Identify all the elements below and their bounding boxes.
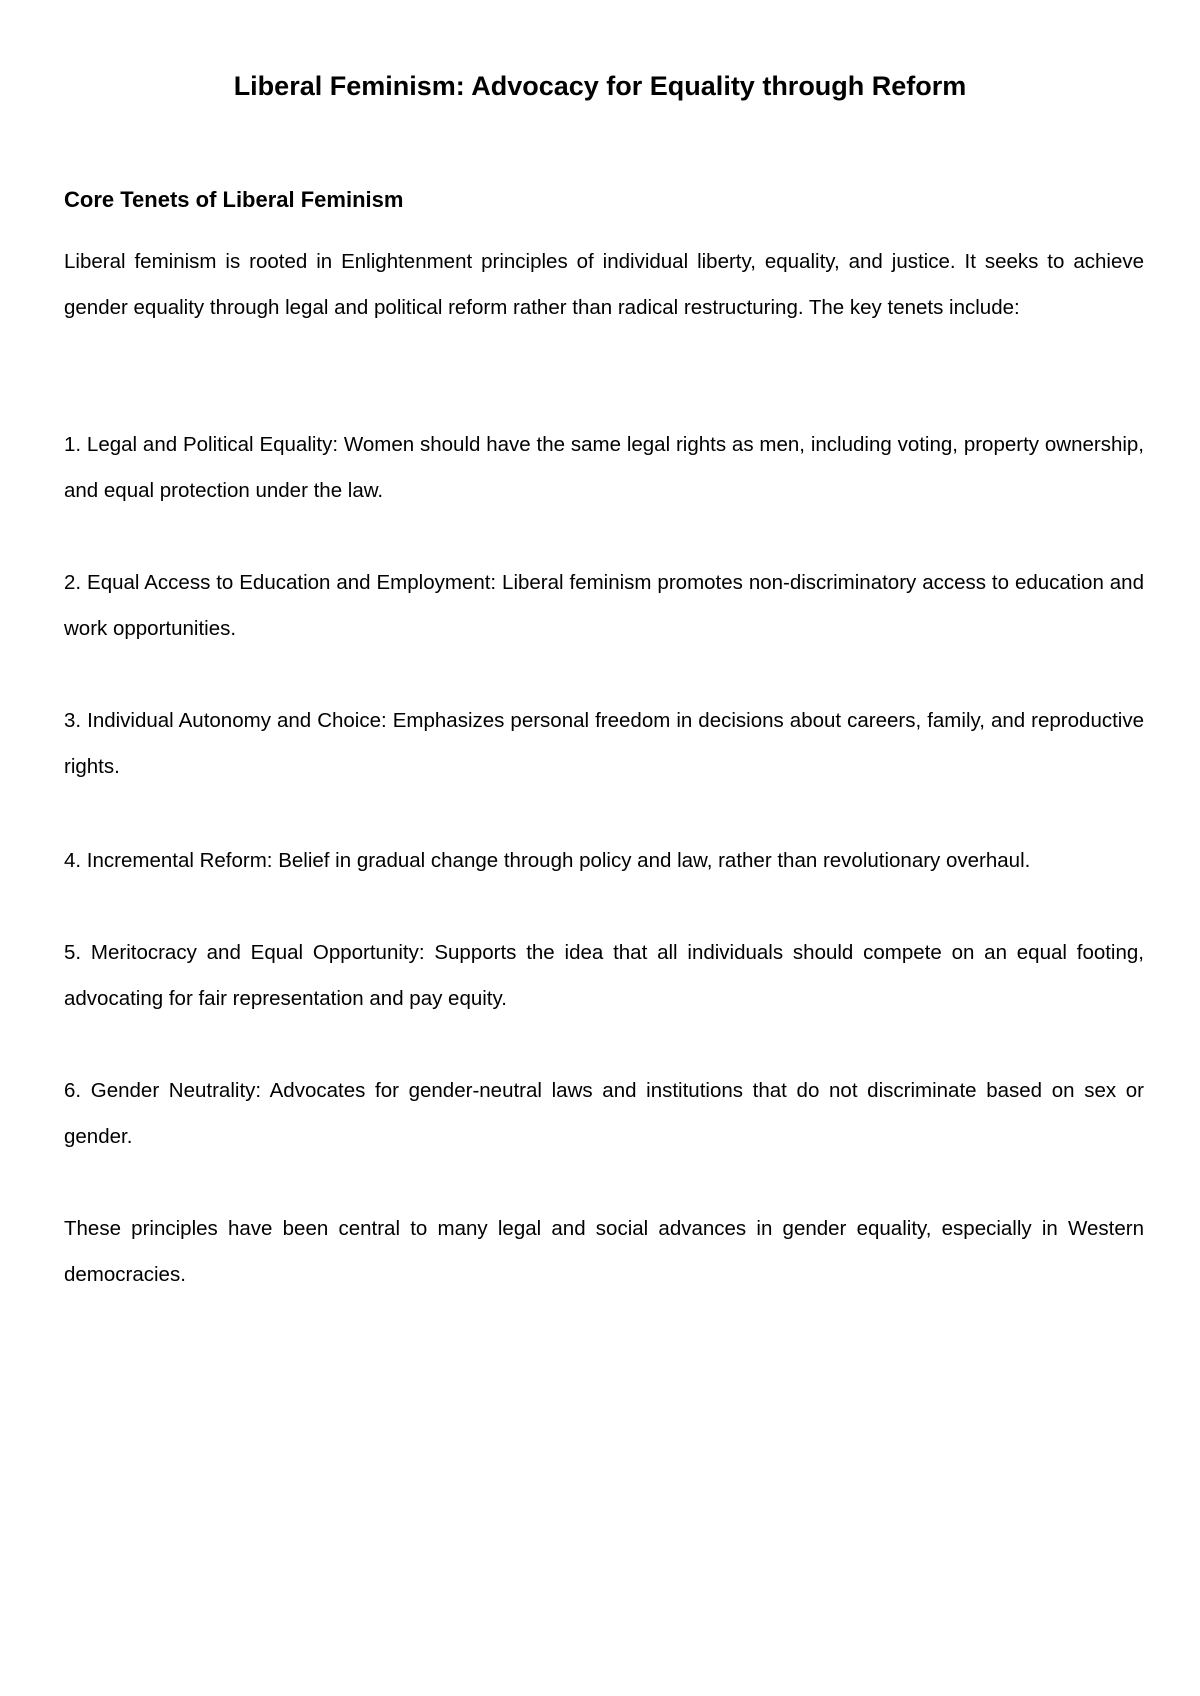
tenet-item: 6. Gender Neutrality: Advocates for gender-neutral laws and institutions that do not discriminate based on sex or gender. bbox=[64, 1079, 1144, 1148]
tenet-item: 4. Incremental Reform: Belief in gradual change through policy and law, rather than revolutionary overhaul. bbox=[64, 849, 1031, 872]
document-title: Liberal Feminism: Advocacy for Equality through Reform bbox=[233, 71, 967, 101]
intro-paragraph: Liberal feminism is rooted in Enlightenment principles of individual liberty, equality, and justice. It seeks to achieve gender equality through legal and political reform rather than radical restructuring. The key tenets include: bbox=[64, 250, 1144, 319]
tenet-item: 5. Meritocracy and Equal Opportunity: Supports the idea that all individuals should compete on an equal footing, advocating for fair representation and pay equity. bbox=[64, 941, 1144, 1010]
tenet-item: 2. Equal Access to Education and Employment: Liberal feminism promotes non-discriminatory access to education and work opportunities. bbox=[64, 571, 1144, 640]
conclusion-paragraph: These principles have been central to many legal and social advances in gender equality, especially in Western democracies. bbox=[64, 1217, 1144, 1286]
section-heading: Core Tenets of Liberal Feminism bbox=[64, 187, 404, 212]
tenet-item: 1. Legal and Political Equality: Women should have the same legal rights as men, including voting, property ownership, and equal protection under the law. bbox=[64, 433, 1144, 502]
tenet-item: 3. Individual Autonomy and Choice: Emphasizes personal freedom in decisions about careers, family, and reproductive rights. bbox=[64, 709, 1144, 778]
